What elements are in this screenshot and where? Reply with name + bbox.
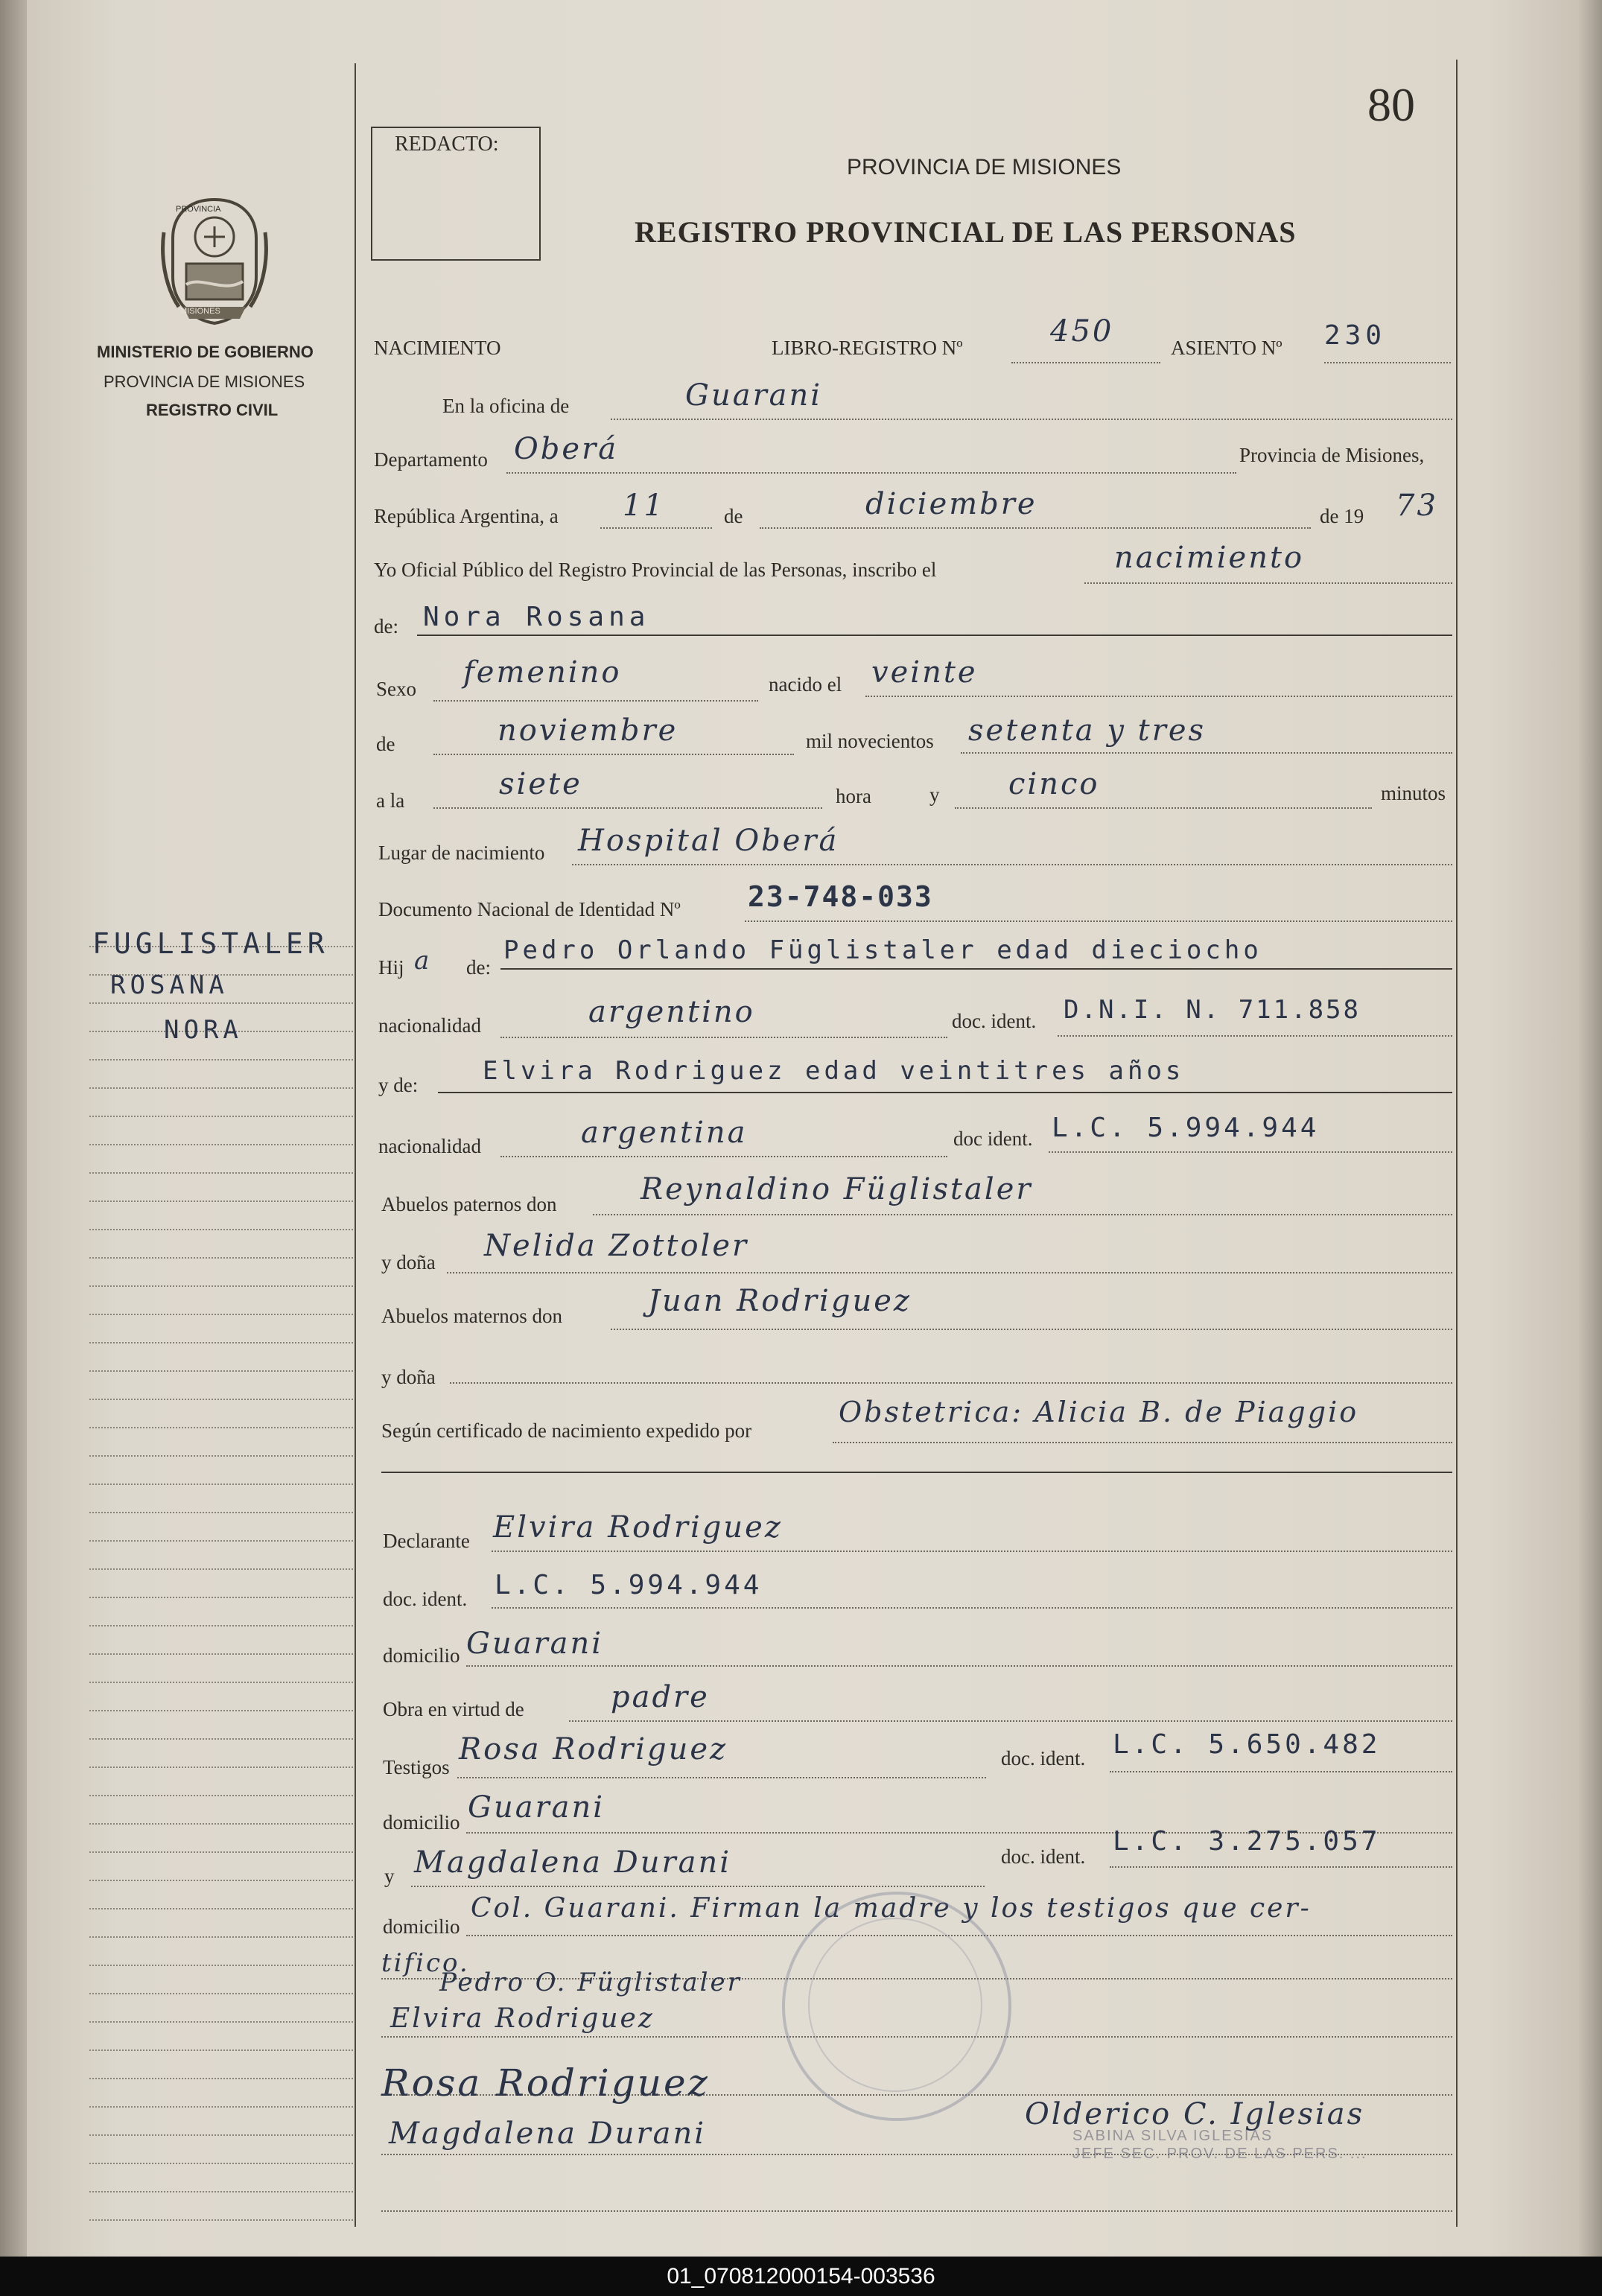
nacionalidad2-value: argentina — [581, 1116, 748, 1150]
abuelos-maternos-value: Juan Rodriguez — [648, 1284, 912, 1318]
margin-rule-line — [89, 2049, 353, 2051]
province-line: PROVINCIA DE MISIONES — [104, 372, 305, 391]
abuelos-paternos-value: Reynaldino Füglistaler — [641, 1172, 1033, 1206]
signature-witness2: Magdalena Durani — [389, 2117, 707, 2151]
signature-witness1: Rosa Rodriguez — [381, 2061, 710, 2105]
doc1-label: doc. ident. — [952, 1010, 1037, 1032]
seal-text-top: PROVINCIA — [176, 205, 221, 214]
doc2-value: L.C. 5.994.944 — [1052, 1113, 1320, 1143]
oficina-value: Guarani — [685, 378, 823, 413]
lugar-value: Hospital Oberá — [578, 824, 839, 858]
margin-rule-line — [89, 1710, 353, 1711]
departamento-value: Oberá — [514, 432, 619, 466]
official-stamp: SABINA SILVA IGLESIAS JEFE SEC. PROV. DE LAS PERS. ... — [1072, 2128, 1367, 2162]
departamento-label: Departamento — [374, 448, 488, 471]
testigo2-value: Magdalena Durani — [414, 1845, 732, 1880]
y-dona1-label: y doña — [381, 1251, 436, 1273]
domicilio2-value: Guarani — [468, 1790, 605, 1825]
registry-line: REGISTRO CIVIL — [146, 401, 279, 419]
margin-rule-line — [89, 1370, 353, 1372]
book-spine — [0, 0, 27, 2257]
margin-rule-line — [89, 1257, 353, 1259]
name-label: de: — [374, 615, 398, 637]
dni-label: Documento Nacional de Identidad Nº — [378, 898, 681, 920]
margin-rule-line — [89, 1116, 353, 1117]
asiento-label: ASIENTO Nº — [1171, 337, 1282, 359]
hijo-de-label: de: — [466, 956, 491, 979]
minutos-label: minutos — [1381, 782, 1446, 804]
page-number: 80 — [1367, 78, 1415, 131]
anio-label: de 19 — [1320, 505, 1364, 527]
obra-value: padre — [611, 1680, 710, 1714]
abuelos-paternos-label: Abuelos paternos don — [381, 1193, 557, 1215]
asiento-value: 230 — [1324, 320, 1387, 351]
ministry-line: MINISTERIO DE GOBIERNO — [97, 343, 314, 361]
continuation-value: tifico. — [381, 1948, 470, 1978]
doc5-value: L.C. 3.275.057 — [1113, 1826, 1381, 1857]
anio-value: 73 — [1396, 489, 1438, 523]
inscribed-name: Nora Rosana — [423, 602, 650, 632]
margin-rule-line — [89, 1766, 353, 1768]
hijo-suffix: a — [414, 946, 432, 976]
margin-rule-line — [89, 1484, 353, 1485]
hora-value: siete — [499, 767, 582, 801]
margin-rule-line — [89, 1795, 353, 1796]
left-margin-rule — [355, 63, 356, 2227]
margin-rule-line — [89, 1568, 353, 1570]
domicilio3-value: Col. Guarani. Firman la madre y los testigos que cer- — [471, 1893, 1312, 1924]
oficial-text: Yo Oficial Público del Registro Provincial de las Personas, inscribo el — [374, 559, 937, 581]
doc4-label: doc. ident. — [1001, 1747, 1086, 1769]
margin-rule-line — [89, 1936, 353, 1938]
margin-rule-line — [89, 1427, 353, 1428]
margin-rule-line — [89, 1908, 353, 1909]
nacido-label: nacido el — [769, 673, 842, 696]
doc1-value: D.N.I. N. 711.858 — [1064, 995, 1361, 1025]
nacionalidad1-value: argentino — [588, 995, 755, 1029]
libro-value: 450 — [1050, 314, 1114, 349]
nacido-value: veinte — [871, 655, 978, 690]
hijo-label: Hij — [378, 956, 404, 979]
margin-note-name2: NORA — [164, 1015, 243, 1045]
margin-rule-line — [89, 1880, 353, 1881]
right-margin-rule — [1456, 60, 1458, 2227]
nacimiento-label: NACIMIENTO — [374, 337, 501, 359]
y-label: y — [929, 783, 940, 806]
nacionalidad1-label: nacionalidad — [378, 1014, 481, 1037]
domicilio3-label: domicilio — [383, 1915, 460, 1938]
image-caption: 01_070812000154-003536 — [0, 2257, 1602, 2296]
libro-label: LIBRO-REGISTRO Nº — [772, 337, 963, 359]
mil-value: setenta y tres — [968, 713, 1207, 748]
segun-value: Obstetrica: Alicia B. de Piaggio — [839, 1396, 1359, 1428]
margin-rule-line — [89, 1201, 353, 1202]
margin-rule-line — [89, 1540, 353, 1542]
obra-label: Obra en virtud de — [383, 1698, 524, 1720]
domicilio1-value: Guarani — [466, 1626, 604, 1661]
mil-label: mil novecientos — [806, 730, 934, 752]
margin-rule-line — [89, 1993, 353, 1994]
margin-rule-line — [89, 1455, 353, 1457]
margin-rule-line — [89, 1314, 353, 1315]
provincia-suffix: Provincia de Misiones, — [1239, 444, 1425, 466]
redacto-label: REDACTO: — [395, 133, 499, 156]
testigo1-value: Rosa Rodriguez — [459, 1732, 728, 1766]
margin-note-surname: FUGLISTALER — [92, 927, 329, 960]
margin-rule-line — [89, 1738, 353, 1740]
y2-label: y — [384, 1865, 395, 1887]
sexo-label: Sexo — [376, 678, 416, 700]
margin-rule-line — [89, 1597, 353, 1598]
margin-rule-line — [89, 1285, 353, 1287]
doc3-label: doc. ident. — [383, 1588, 468, 1610]
y-dona2-label: y doña — [381, 1366, 436, 1388]
margin-rule-line — [89, 1512, 353, 1513]
page-title: REGISTRO PROVINCIAL DE LAS PERSONAS — [635, 215, 1297, 249]
signature-father: Pedro O. Füglistaler — [439, 1968, 742, 1997]
minutos-value: cinco — [1008, 767, 1100, 801]
page-edge — [1579, 0, 1602, 2257]
margin-rule-line — [89, 1625, 353, 1626]
republica-label: República Argentina, a — [374, 505, 559, 527]
margin-rule-line — [89, 1172, 353, 1174]
domicilio2-label: domicilio — [383, 1811, 460, 1834]
margin-rule-line — [89, 1229, 353, 1230]
margin-rule-line — [89, 1823, 353, 1825]
margin-note-name1: ROSANA — [110, 970, 229, 1000]
doc3-value: L.C. 5.994.944 — [495, 1570, 763, 1600]
madre-value: Elvira Rodriguez edad veintitres años — [483, 1056, 1185, 1086]
margin-rule-line — [89, 1087, 353, 1089]
mes-value: diciembre — [865, 487, 1037, 521]
margin-rule-line — [89, 1399, 353, 1400]
padre-value: Pedro Orlando Füglistaler edad dieciocho — [503, 935, 1262, 965]
doc4-value: L.C. 5.650.482 — [1113, 1729, 1381, 1760]
y-dona1-value: Nelida Zottoler — [484, 1229, 749, 1263]
margin-rule-line — [89, 1965, 353, 1966]
hora-label: hora — [836, 785, 871, 807]
nacionalidad2-label: nacionalidad — [378, 1135, 481, 1157]
testigos-label: Testigos — [383, 1756, 450, 1778]
mes2-value: noviembre — [498, 713, 678, 748]
margin-rule-line — [89, 1342, 353, 1343]
de-label: de — [724, 505, 743, 527]
oficina-label: En la oficina de — [442, 395, 570, 417]
y-de-label: y de: — [378, 1074, 419, 1096]
segun-label: Según certificado de nacimiento expedido por — [381, 1419, 752, 1442]
province-header: PROVINCIA DE MISIONES — [847, 155, 1122, 179]
signature-mother: Elvira Rodriguez — [390, 2003, 655, 2034]
lugar-label: Lugar de nacimiento — [378, 842, 545, 864]
margin-rule-line — [89, 1682, 353, 1683]
margin-rule-line — [89, 1002, 353, 1004]
doc2-label: doc ident. — [953, 1128, 1033, 1150]
margin-rule-line — [89, 2021, 353, 2023]
ala-label: a la — [376, 789, 405, 812]
domicilio1-label: domicilio — [383, 1644, 460, 1667]
margin-rule-line — [89, 2134, 353, 2136]
sexo-value: femenino — [463, 655, 622, 690]
seal-text-bottom: MISIONES — [180, 307, 220, 316]
margin-rule-line — [89, 2163, 353, 2164]
de2-label: de — [376, 733, 395, 755]
declarante-value: Elvira Rodriguez — [493, 1510, 783, 1545]
signature-official: Olderico C. Iglesias — [1025, 2097, 1365, 2131]
margin-rule-line — [89, 1144, 353, 1145]
margin-rule-line — [89, 2219, 353, 2221]
margin-rule-line — [89, 2191, 353, 2192]
dni-value: 23-748-033 — [748, 880, 933, 913]
dia-value: 11 — [623, 489, 665, 523]
margin-rule-line — [89, 2106, 353, 2108]
abuelos-maternos-label: Abuelos maternos don — [381, 1305, 562, 1327]
margin-rule-line — [89, 1059, 353, 1060]
margin-rule-line — [89, 1653, 353, 1655]
inscribo-value: nacimiento — [1114, 541, 1305, 575]
declarante-label: Declarante — [383, 1530, 470, 1552]
registry-seal-inner — [808, 1918, 982, 2092]
margin-rule-line — [89, 1851, 353, 1853]
margin-rule-line — [89, 2078, 353, 2079]
doc5-label: doc. ident. — [1001, 1845, 1086, 1868]
